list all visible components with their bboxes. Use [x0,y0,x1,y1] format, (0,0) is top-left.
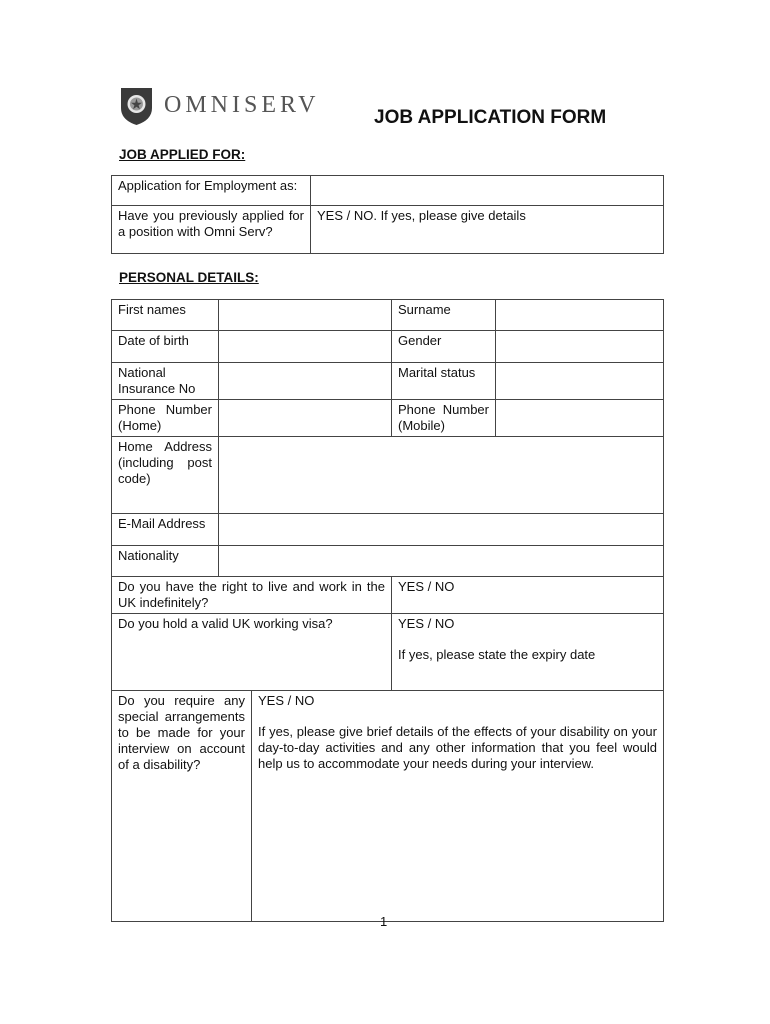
date-of-birth-label: Date of birth [112,331,219,363]
disability-question: Do you require any special arrangements to be made for your interview on account of a disability? [112,691,252,922]
national-insurance-label: National Insurance No [112,363,219,400]
email-label: E-Mail Address [112,514,219,546]
personal-details-heading: PERSONAL DETAILS: [119,270,259,285]
surname-field[interactable] [496,300,664,331]
disability-answer: YES / NO [258,693,315,708]
nationality-label: Nationality [112,546,219,577]
date-of-birth-field[interactable] [219,331,392,363]
page-number: 1 [380,914,388,929]
job-applied-heading: JOB APPLIED FOR: [119,147,246,162]
disability-details-prompt: If yes, please give brief details of the effects of your disability on your day-to-day activities and any other information that you feel would help us to accommodate your needs during your interview. [258,724,657,771]
job-applied-table [111,175,664,254]
marital-status-field[interactable] [496,363,664,400]
right-to-work-question: Do you have the right to live and work in the UK indefinitely? [112,577,392,614]
form-title: JOB APPLICATION FORM [374,107,607,128]
previous-application-field[interactable]: YES / NO. If yes, please give details [311,206,664,254]
application-label: Application for Employment as: [112,176,311,206]
marital-status-label: Marital status [392,363,496,400]
nationality-field[interactable] [219,546,664,577]
logo-wordmark: OMNISERV [164,92,320,118]
home-address-label: Home Address (including post code) [112,437,219,514]
home-address-field[interactable] [219,437,664,514]
application-value-field[interactable] [311,176,664,206]
gender-label: Gender [392,331,496,363]
phone-home-label: Phone Number (Home) [112,400,219,437]
national-insurance-field[interactable] [219,363,392,400]
visa-answer-cell[interactable] [392,614,664,691]
gender-field[interactable] [496,331,664,363]
right-to-work-answer[interactable]: YES / NO [392,577,664,614]
surname-label: Surname [392,300,496,331]
personal-details-table [111,299,664,922]
visa-answer: YES / NO [398,616,455,631]
email-field[interactable] [219,514,664,546]
disability-answer-cell[interactable] [252,691,664,922]
phone-mobile-label: Phone Number (Mobile) [392,400,496,437]
shield-logo-icon [119,86,154,126]
previous-application-label: Have you previously applied for a position with Omni Serv? [112,206,311,254]
visa-question: Do you hold a valid UK working visa? [112,614,392,691]
visa-expiry-prompt: If yes, please state the expiry date [398,647,596,662]
omniserv-logo [119,85,319,130]
first-names-field[interactable] [219,300,392,331]
first-names-label: First names [112,300,219,331]
phone-home-field[interactable] [219,400,392,437]
phone-mobile-field[interactable] [496,400,664,437]
